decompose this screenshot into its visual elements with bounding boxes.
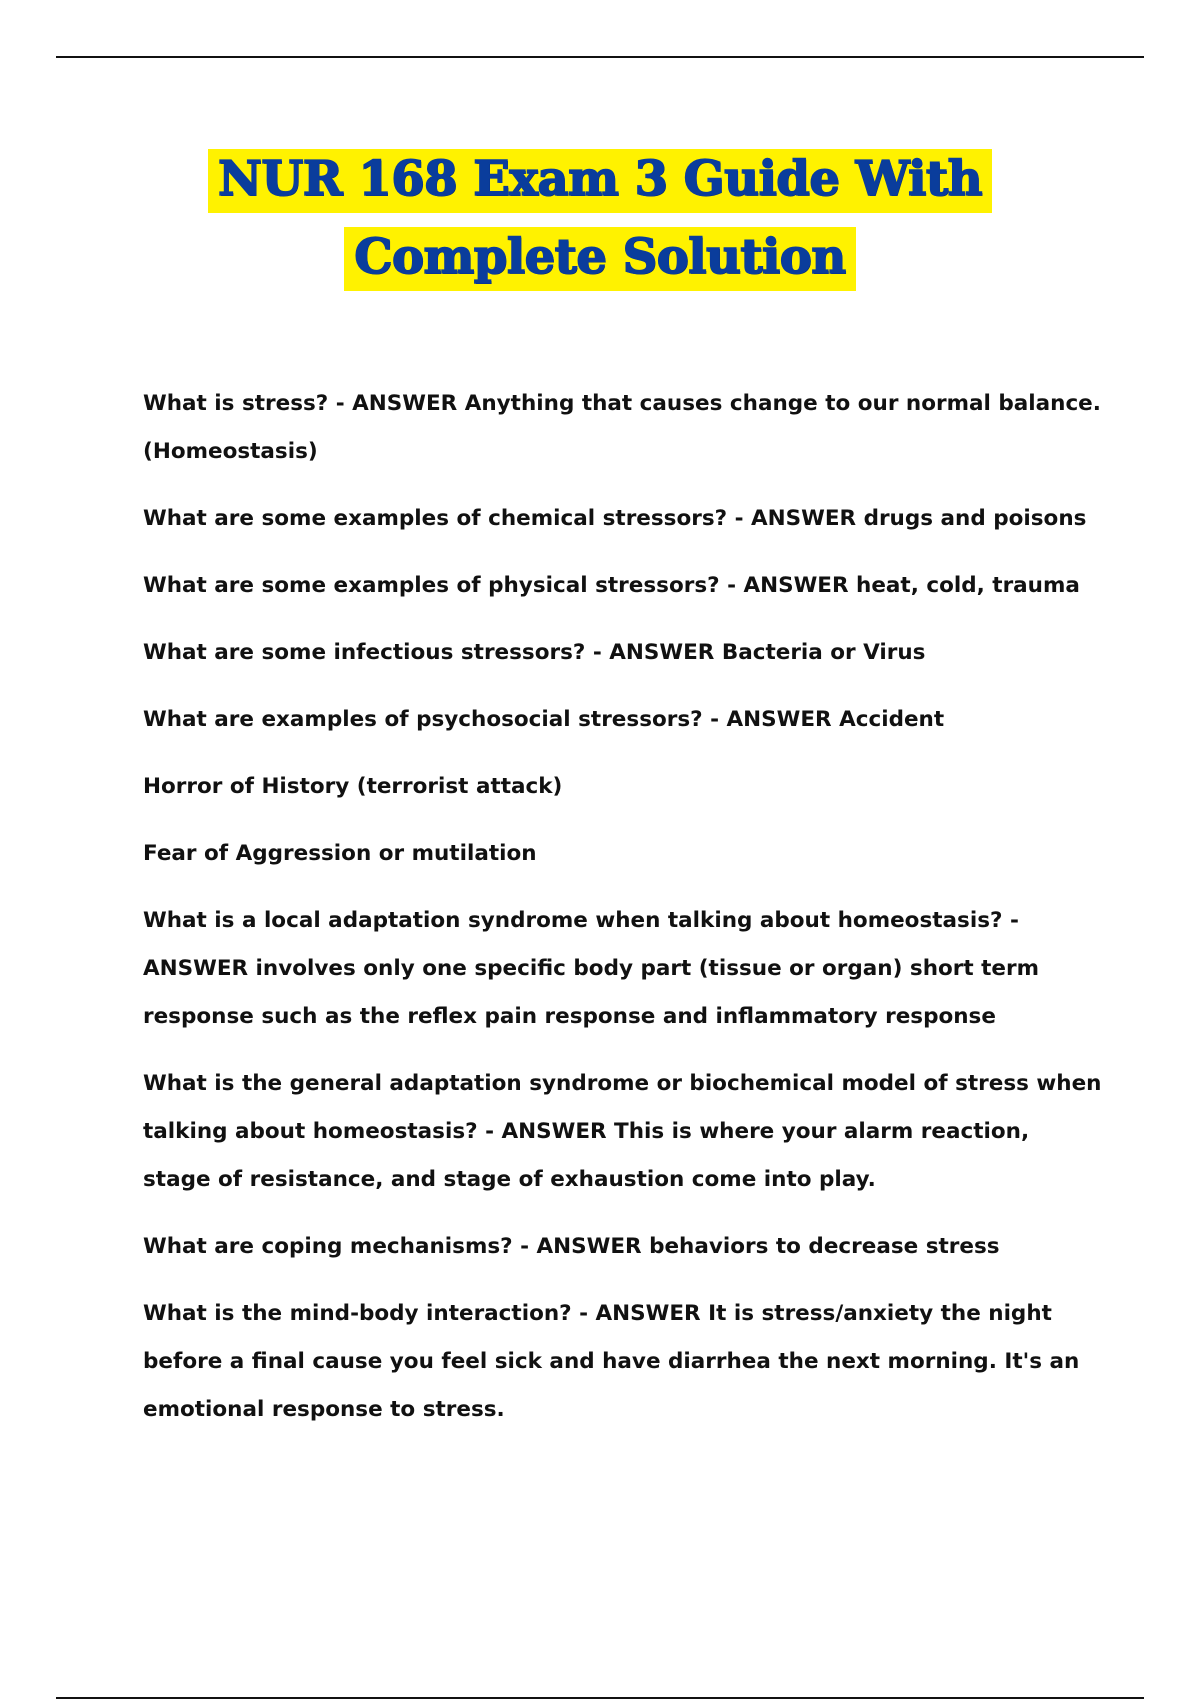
document-body [143,380,1103,1453]
title-line-1: NUR 168 Exam 3 Guide With [208,149,992,213]
document-title [0,140,1200,296]
text-horror-of-history: Horror of History (terrorist attack) [143,774,563,799]
qa-physical-stressors: What are some examples of physical stressors? - ANSWER heat, cold, trauma [143,573,1080,598]
text-fear-of-aggression: Fear of Aggression or mutilation [143,841,537,866]
qa-psychosocial-stressors: What are examples of psychosocial stressors? - ANSWER Accident [143,707,945,732]
top-rule [56,56,1144,58]
qa-mind-body: What is the mind-body interaction? - ANSWER It is stress/anxiety the night before a final cause you feel sick and have diarrhea the next morning. It's an emotional response to stress. [143,1301,1080,1422]
qa-chemical-stressors: What are some examples of chemical stressors? - ANSWER drugs and poisons [143,506,1087,531]
title-line-2: Complete Solution [344,227,855,291]
qa-local-adaptation: What is a local adaptation syndrome when talking about homeostasis? - ANSWER involves only one specific body part (tissue or organ) short term response such as the reflex pain response and inflammatory response [143,908,1040,1029]
qa-infectious-stressors: What are some infectious stressors? - ANSWER Bacteria or Virus [143,640,926,665]
qa-general-adaptation: What is the general adaptation syndrome or biochemical model of stress when talking about homeostasis? - ANSWER This is where your alarm reaction, stage of resistance, and stage of exhaustion come into play. [143,1071,1102,1192]
bottom-rule [56,1697,1144,1699]
qa-stress: What is stress? - ANSWER Anything that causes change to our normal balance. (Homeostasis) [143,391,1101,464]
qa-coping-mechanisms: What are coping mechanisms? - ANSWER behaviors to decrease stress [143,1234,1000,1259]
